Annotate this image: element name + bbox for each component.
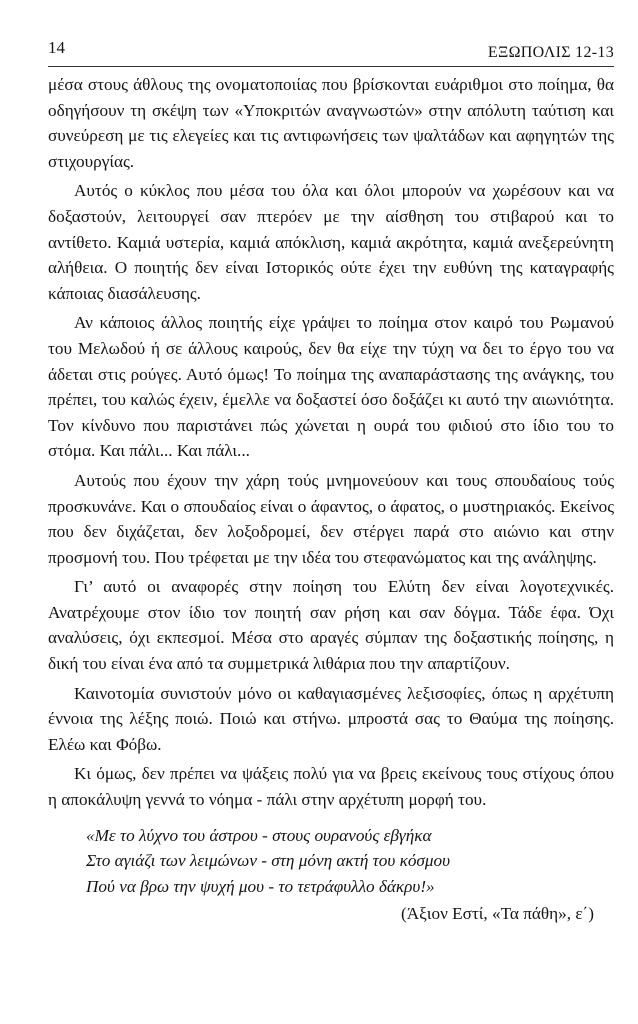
paragraph: Αυτός ο κύκλος που μέσα του όλα και όλοι μπορούν να χωρέσουν και να δοξαστούν, λειτουργεί σαν πτερόεν με την αίσθηση του στιβαρού και το αντίθετο. Καμιά υστερία, καμιά απόκλιση, καμιά ακρότητα, καμιά ανεξερεύνητη αλήθεια. Ο ποιητής δεν είναι Ιστορικός ούτε έχει την ευθύνη της καταγραφής κάποιας διασάλευσης. <box>48 181 614 303</box>
article-body <box>48 72 614 927</box>
page-number: 14 <box>48 38 65 57</box>
header-rule <box>48 66 614 67</box>
poem-quote <box>86 823 614 900</box>
verse-line: «Με το λύχνο του άστρου - στους ουρανούς εβγήκα <box>86 825 432 845</box>
verse-line: Πού να βρω την ψυχή μου - το τετράφυλλο δάκρυ!» <box>86 876 435 896</box>
verse-line: Στο αγιάζι των λειμώνων - στη μόνη ακτή του κόσμου <box>86 851 450 871</box>
paragraph: μέσα στους άθλους της ονοματοποιίας που βρίσκονται ευάριθμοι στο ποίημα, θα οδηγήσουν τη σκέψη των «Υποκριτών αναγνωστών» στην απόλυτη ταύτιση και συνεύρεση με τις ελεγείες και τις αντιφωνήσεις των ψαλτάδων και αφηγητών της στιχουργίας. <box>48 75 614 171</box>
quote-citation: (Άξιον Εστί, «Τα πάθη», ε΄) <box>401 904 594 924</box>
paragraph: Αυτούς που έχουν την χάρη τούς μνημονεύουν και τους σπουδαίους τούς προσκυνάνε. Και ο σπουδαίος είναι ο άφαντος, ο άφατος, ο μυστηριακός. Εκείνος που δεν διχάζεται, δεν λοξοδρομεί, δεν στέργει παρά στο αιώνιο και στην προσμονή του. Που τρέφεται με την ιδέα του στεφανώματος και της ανάληψης. <box>48 470 614 567</box>
paragraph: Αν κάποιος άλλος ποιητής είχε γράψει το ποίημα στον καιρό του Ρωμανού του Μελωδού ή σε άλλους καιρούς, δεν θα είχε την τύχη να δει το έργο του να άδεται στις ρούγες. Αυτό όμως! Το ποίημα της αναπαράστασης της ανάγκης, του πρέπει, του καλώς έχειν, έμελλε να δοξαστεί όσο δοξάζει κι αυτό την αιωνιότητα. Τον κίνδυνο που παριστάνει πώς χώνεται η ουρά του φιδιού στο ίδιο του το στόμα. Και πάλι... Και πάλι... <box>48 313 614 461</box>
page-header <box>48 38 614 64</box>
paragraph: Κι όμως, δεν πρέπει να ψάξεις πολύ για να βρεις εκείνους τους στίχους όπου η αποκάλυψη γεννά το νόημα - πάλι στην αρχέτυπη μορφή του. <box>48 764 614 810</box>
journal-title: ΕΞΩΠΟΛΙΣ 12-13 <box>487 44 614 61</box>
paragraph: Γι’ αυτό οι αναφορές στην ποίηση του Ελύτη δεν είναι λογοτεχνικές. Ανατρέχουμε στον ίδιο τον ποιητή σαν ρήση και σαν δόγμα. Τάδε έφα. Όχι αναλύσεις, όχι εκπεσμοί. Μέσα στο αραγές σύμπαν της δοξαστικής ποίησης, η δική του είναι ένα από τα συμμετρικά λιθάρια που την απαρτίζουν. <box>48 577 614 674</box>
paragraph: Καινοτομία συνιστούν μόνο οι καθαγιασμένες λεξισοφίες, όπως η αρχέτυπη έννοια της λέξης ποιώ. Ποιώ και στήνω. μπροστά σας το Θαύμα της ποίησης. Ελέω και Φόβω. <box>48 683 614 754</box>
